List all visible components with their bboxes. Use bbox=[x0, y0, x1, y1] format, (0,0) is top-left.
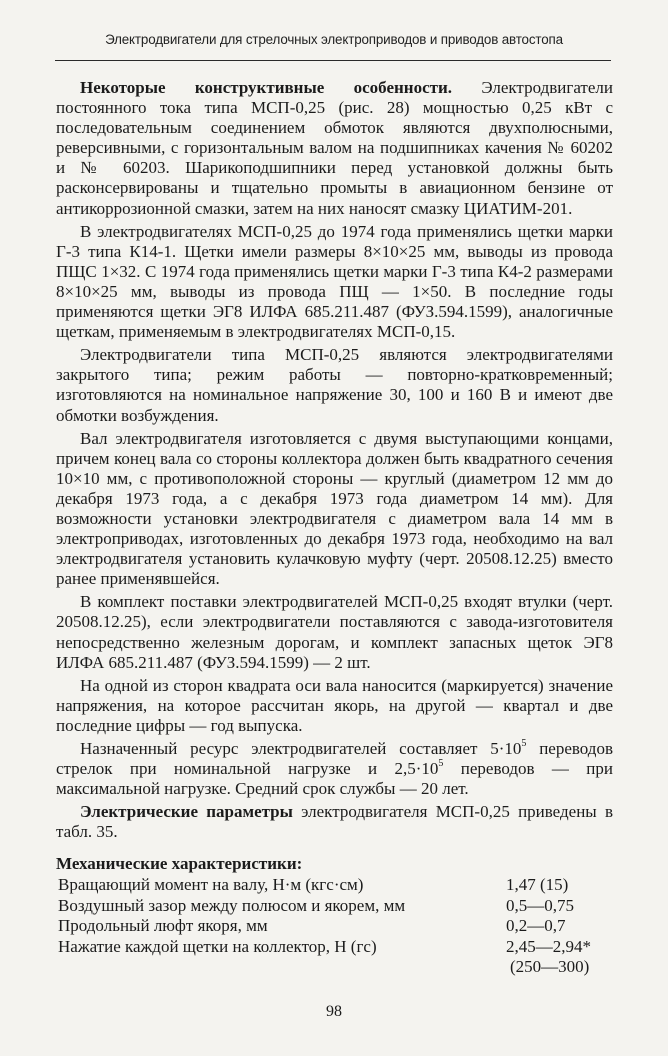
paragraph-electrical-text: электродвигателя МСП-0,25 приведены в табл. 35. bbox=[56, 802, 613, 842]
spec-value: 0,5—0,75 bbox=[506, 895, 574, 915]
spec-value: 1,47 (15) bbox=[506, 875, 569, 895]
spec-label: Воздушный зазор между полюсом и якорем, мм bbox=[58, 895, 406, 915]
spec-row bbox=[56, 896, 613, 917]
resource-exponent-2: 5 bbox=[438, 758, 444, 770]
paragraph-electrical bbox=[56, 802, 613, 842]
paragraph-construction bbox=[56, 78, 613, 219]
spec-label: Вращающий момент на валу, Н·м (кгс·см) bbox=[58, 875, 364, 895]
spec-row bbox=[56, 875, 613, 896]
paragraph-construction-text: Электродвигатели постоянного тока типа МСП-0,25 (рис. 28) мощностью 0,25 кВт с последовательным соединением обмоток являются двухполюсными, реверсивными, с горизонтальным валом на подшипниках качения № 60202 и № 60203. Шарикоподшипники перед установкой должны быть расконсервированы и тщательно промыты в авиационном бензине от антикоррозионной смазки, затем на них наносят смазку ЦИАТИМ-201. bbox=[56, 78, 613, 218]
spec-row bbox=[56, 916, 613, 937]
resource-text-a: Назначенный ресурс электродвигателей составляет 5·10 bbox=[80, 739, 522, 758]
spec-label: Продольный люфт якоря, мм bbox=[58, 916, 268, 936]
spec-row-continuation bbox=[56, 957, 613, 978]
page-number: 98 bbox=[326, 1003, 342, 1020]
paragraph-shaft: Вал электродвигателя изготовляется с двумя выступающими концами, причем конец вала со стороны коллектора должен быть квадратного сечения 10×10 мм, с противоположной стороны — круглый (диаметром 12 мм до декабря 1973 года, а с декабря 1973 года диаметром 14 мм). Для возможности установки электродвигателя с диаметром вала 14 мм в электроприводах, изготовленных до декабря 1973 года, необходимо на вал электродвигателя установить кулачковую муфту (черт. 20508.12.25) вместо ранее применявшейся. bbox=[56, 428, 613, 589]
spec-label: Нажатие каждой щетки на коллектор, Н (гс) bbox=[58, 936, 377, 956]
spec-value-secondary: (250—300) bbox=[510, 957, 590, 977]
paragraph-resource bbox=[56, 739, 613, 799]
section-lead-construction: Некоторые конструктивные особенности. bbox=[80, 78, 453, 97]
spec-row bbox=[56, 937, 613, 958]
mechanical-characteristics bbox=[56, 854, 613, 978]
resource-text-c: переводов — при максимальной нагрузке. Средний срок службы — 20 лет. bbox=[56, 759, 613, 799]
running-header: Электродвигатели для стрелочных электроприводов и приводов автостопа bbox=[105, 32, 563, 47]
paragraph-delivery: В комплект поставки электродвигателей МСП-0,25 входят втулки (черт. 20508.12.25), если электродвигатели поставляются с завода-изготовителя непосредственно железным дорогам, и комплект запасных щеток ЭГ8 ИЛФА 685.211.487 (ФУЗ.594.1599) — 2 шт. bbox=[56, 592, 613, 672]
paragraph-marking: На одной из сторон квадрата оси вала наносится (маркируется) значение напряжения, на которое рассчитан якорь, на другой — квартал и две последние цифры — год выпуска. bbox=[56, 675, 613, 735]
section-lead-electrical: Электрические параметры bbox=[80, 802, 293, 822]
body-text bbox=[56, 78, 613, 978]
resource-exponent-1: 5 bbox=[521, 738, 527, 750]
resource-text-b: переводов стрелок при номинальной нагрузке и 2,5·10 bbox=[56, 739, 613, 779]
paragraph-brushes: В электродвигателях МСП-0,25 до 1974 года применялись щетки марки Г-3 типа К14-1. Щетки имели размеры 8×10×25 мм, выводы из провода ПЩС 1×32. С 1974 года применялись щетки марки Г-3 типа К4-2 размерами 8×10×25 мм, выводы из провода ПЩ — 1×50. В последние годы применяются щетки ЭГ8 ИЛФА 685.211.487 (ФУЗ.594.1599), аналогичные щеткам, применяемым в электродвигателях МСП-0,15. bbox=[56, 221, 613, 342]
spec-value: 0,2—0,7 bbox=[506, 916, 566, 936]
paragraph-type: Электродвигатели типа МСП-0,25 являются электродвигателями закрытого типа; режим работы — повторно-кратковременный; изготовляются на номинальное напряжение 30, 100 и 160 В и имеют две обмотки возбуждения. bbox=[56, 345, 613, 425]
mechanical-title: Механические характеристики: bbox=[56, 854, 303, 874]
spec-value: 2,45—2,94* bbox=[506, 936, 591, 956]
header-rule bbox=[55, 60, 611, 61]
